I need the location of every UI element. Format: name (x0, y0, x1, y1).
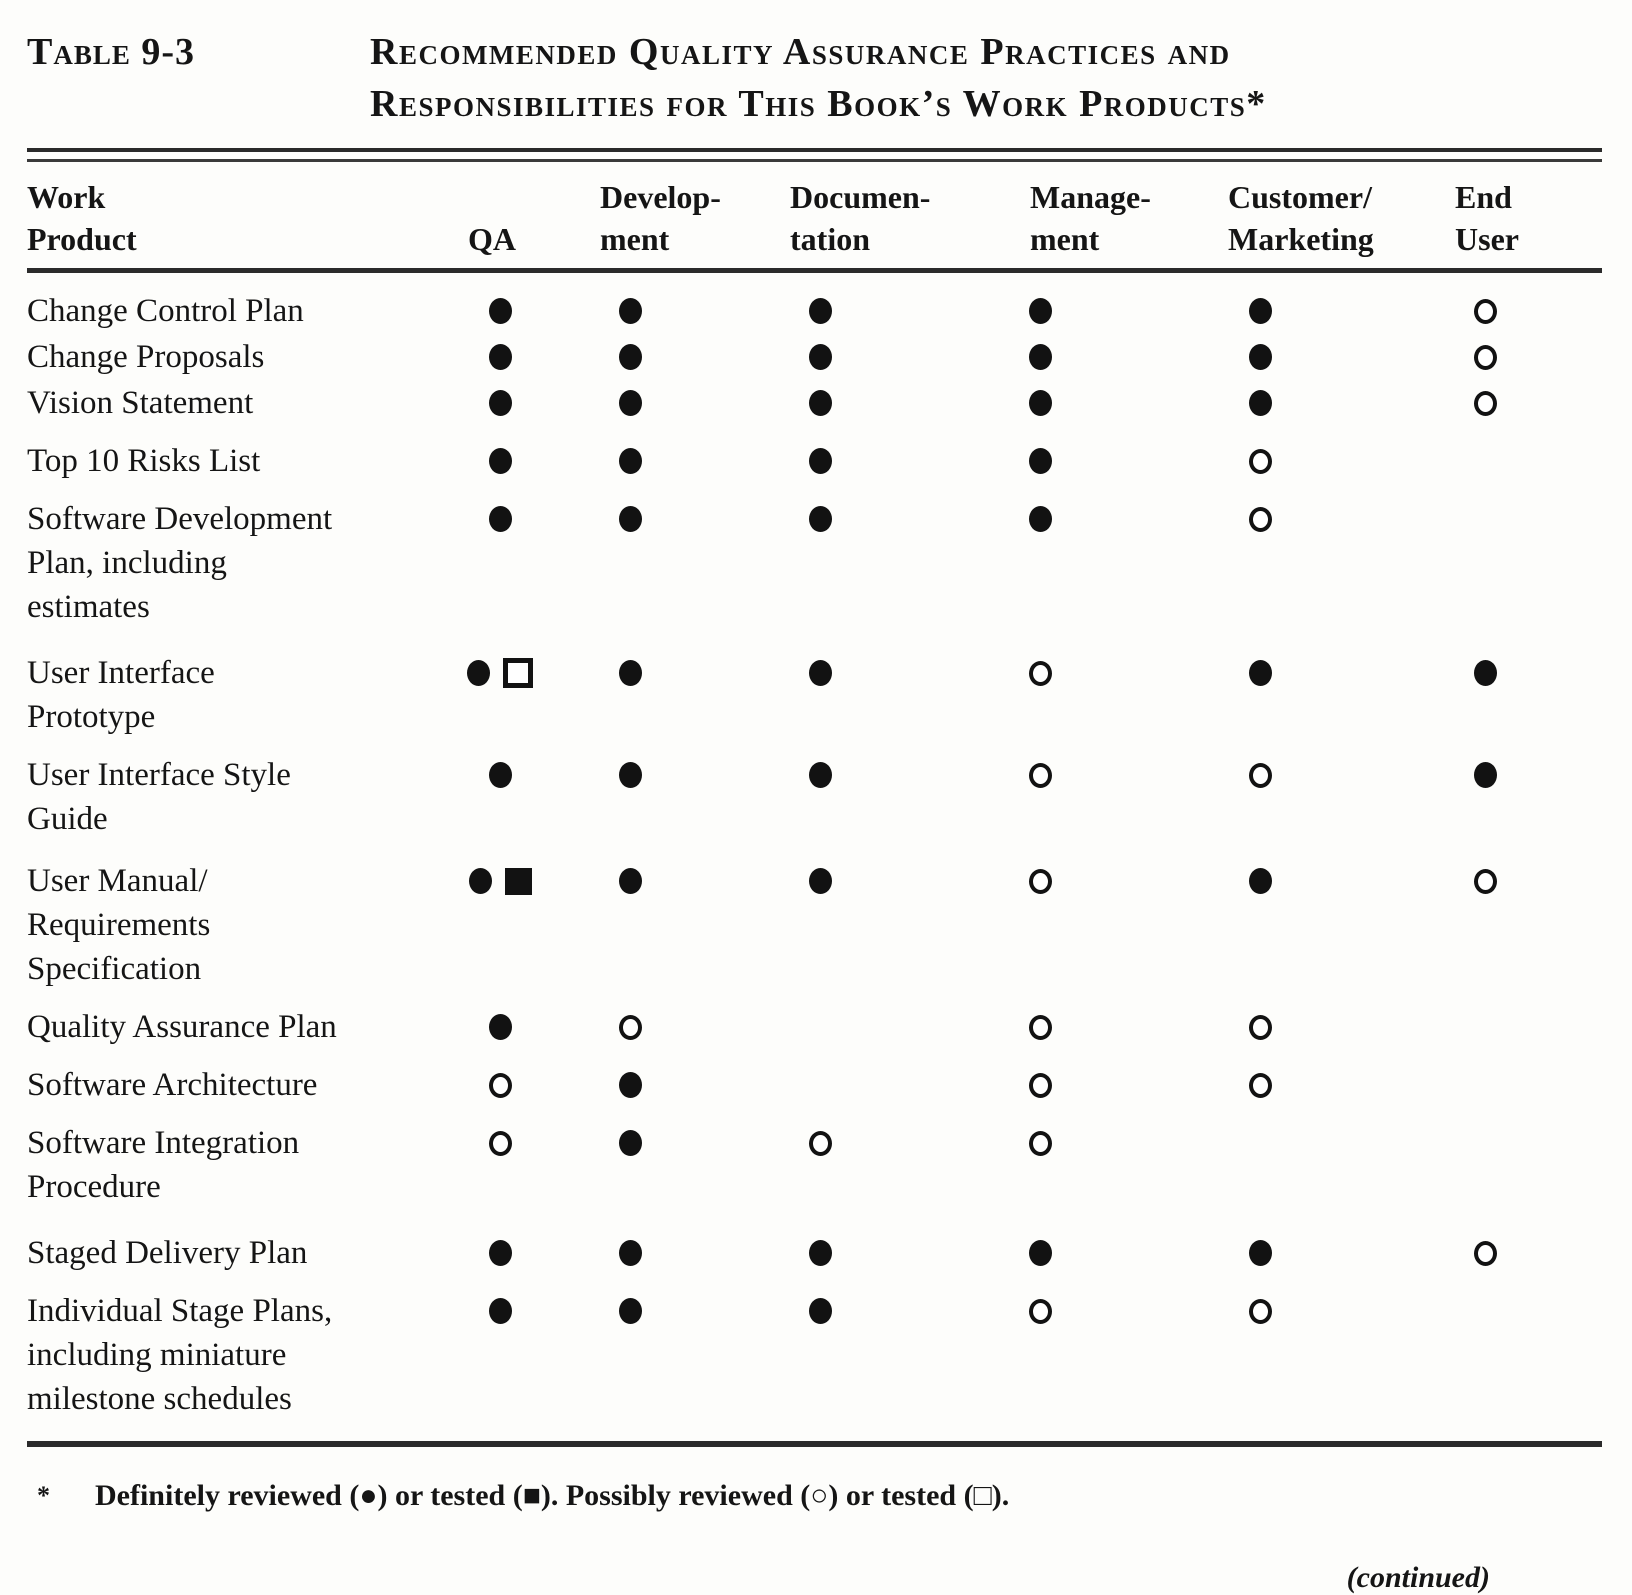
possibly-reviewed-icon (1249, 1073, 1272, 1098)
cell-development (560, 439, 700, 483)
header-line: Customer/ (1228, 179, 1372, 215)
cell-qa (440, 1121, 560, 1165)
work-product-label-line: User Manual/ (27, 863, 208, 899)
cell-development (560, 1231, 700, 1275)
header-line: ment (600, 221, 670, 257)
work-product-label (27, 1231, 440, 1275)
definitely-reviewed-icon (1474, 660, 1497, 686)
work-product-label (27, 335, 440, 379)
cell-management (940, 1063, 1140, 1107)
cell-end-user (1380, 1063, 1590, 1107)
header-line: tation (790, 221, 870, 257)
definitely-reviewed-icon (619, 506, 642, 532)
cell-customer-marketing (1140, 381, 1380, 425)
definitely-reviewed-icon (1029, 1240, 1052, 1266)
definitely-reviewed-icon (619, 390, 642, 416)
header-line: QA (468, 221, 516, 257)
work-product-label (27, 1289, 440, 1421)
work-product-label-line: User Interface Style (27, 757, 291, 793)
table-row (27, 1289, 1602, 1421)
definitely-reviewed-icon (619, 298, 642, 324)
table-row (27, 859, 1602, 991)
cell-end-user (1380, 651, 1590, 695)
possibly-reviewed-icon (1474, 391, 1497, 416)
continued-label: (continued) (1346, 1561, 1490, 1594)
definitely-reviewed-icon (619, 448, 642, 474)
cell-documentation (700, 497, 940, 541)
header-line: Product (27, 221, 137, 257)
cell-qa (440, 381, 560, 425)
definitely-reviewed-icon (619, 1072, 642, 1098)
definitely-reviewed-icon (489, 1014, 512, 1040)
possibly-reviewed-icon (1029, 1073, 1052, 1098)
table-title-line2: Responsibilities for This Book’s Work Products* (370, 83, 1267, 125)
definitely-reviewed-icon (489, 1240, 512, 1266)
definitely-reviewed-icon (809, 298, 832, 324)
header-bottom-rule (27, 268, 1602, 273)
cell-development (560, 859, 700, 903)
definitely-reviewed-icon (809, 868, 832, 894)
table-row (27, 289, 1602, 333)
definitely-reviewed-icon (809, 660, 832, 686)
possibly-reviewed-icon (619, 1015, 642, 1040)
header-line: End (1455, 179, 1512, 215)
definitely-reviewed-icon (809, 1298, 832, 1324)
possibly-reviewed-icon (1029, 1131, 1052, 1156)
definitely-reviewed-icon (489, 390, 512, 416)
table-row (27, 439, 1602, 483)
cell-development (560, 651, 700, 695)
possibly-reviewed-icon (1029, 1015, 1052, 1040)
cell-management (940, 1121, 1140, 1165)
work-product-label-line: estimates (27, 589, 150, 625)
table-row (27, 651, 1602, 739)
possibly-reviewed-icon (1249, 1299, 1272, 1324)
definitely-reviewed-icon (489, 448, 512, 474)
definitely-reviewed-icon (1029, 298, 1052, 324)
table-row (27, 1063, 1602, 1107)
definitely-reviewed-icon (1029, 390, 1052, 416)
cell-end-user (1380, 1289, 1590, 1333)
work-product-label-line: Software Integration (27, 1125, 300, 1161)
work-product-label-line: Prototype (27, 699, 156, 735)
work-product-label-line: Staged Delivery Plan (27, 1235, 308, 1271)
header-line: Marketing (1228, 221, 1374, 257)
cell-qa (440, 1005, 560, 1049)
definitely-reviewed-icon (619, 1298, 642, 1324)
table-bottom-rule (27, 1441, 1602, 1447)
cell-end-user (1380, 1121, 1590, 1165)
definitely-reviewed-icon (467, 660, 490, 686)
table-title (370, 26, 1602, 130)
cell-end-user (1380, 1005, 1590, 1049)
table-row (27, 1005, 1602, 1049)
definitely-reviewed-icon (809, 344, 832, 370)
column-header-end-user (1380, 176, 1590, 260)
table-row (27, 753, 1602, 841)
definitely-reviewed-icon (619, 344, 642, 370)
definitely-reviewed-icon (809, 1240, 832, 1266)
table-row (27, 1231, 1602, 1275)
table-body (27, 289, 1602, 1421)
column-header-management (940, 176, 1151, 260)
cell-documentation (700, 1005, 940, 1049)
cell-development (560, 1289, 700, 1333)
definitely-reviewed-icon (809, 506, 832, 532)
possibly-reviewed-icon (1474, 345, 1497, 370)
cell-development (560, 1063, 700, 1107)
cell-management (940, 289, 1140, 333)
header-line: Documen- (790, 179, 931, 215)
table-row (27, 335, 1602, 379)
cell-customer-marketing (1140, 651, 1380, 695)
cell-development (560, 335, 700, 379)
cell-documentation (700, 1231, 940, 1275)
column-header-development (560, 176, 721, 260)
definitely-reviewed-icon (1249, 1240, 1272, 1266)
definitely-reviewed-icon (489, 344, 512, 370)
work-product-label (27, 651, 440, 739)
possibly-reviewed-icon (1029, 763, 1052, 788)
definitely-reviewed-icon (619, 762, 642, 788)
definitely-reviewed-icon (809, 390, 832, 416)
definitely-reviewed-icon (1029, 448, 1052, 474)
definitely-reviewed-icon (1029, 344, 1052, 370)
work-product-label-line: Software Development (27, 501, 333, 537)
cell-management (940, 1289, 1140, 1333)
definitely-reviewed-icon (619, 1240, 642, 1266)
cell-end-user (1380, 753, 1590, 797)
cell-end-user (1380, 439, 1590, 483)
work-product-label-line: Plan, including (27, 545, 227, 581)
table-title-line1: Recommended Quality Assurance Practices and (370, 31, 1231, 73)
work-product-label-line: Requirements (27, 907, 211, 943)
cell-qa (440, 1289, 560, 1333)
definitely-reviewed-icon (619, 868, 642, 894)
work-product-label-line: Specification (27, 951, 202, 987)
cell-customer-marketing (1140, 1289, 1380, 1333)
cell-development (560, 1005, 700, 1049)
cell-development (560, 289, 700, 333)
cell-documentation (700, 439, 940, 483)
cell-qa (440, 497, 560, 541)
possibly-reviewed-icon (489, 1073, 512, 1098)
definitely-reviewed-icon (1249, 660, 1272, 686)
definitely-reviewed-icon (1249, 298, 1272, 324)
cell-qa (440, 289, 560, 333)
cell-customer-marketing (1140, 859, 1380, 903)
header-line: Work (27, 179, 106, 215)
cell-documentation (700, 289, 940, 333)
cell-management (940, 1231, 1140, 1275)
footnote-text: Definitely reviewed (●) or tested (■). Possibly reviewed (○) or tested (□). (95, 1479, 1010, 1512)
header-line: ment (1030, 221, 1100, 257)
definitely-reviewed-icon (469, 868, 492, 894)
possibly-reviewed-icon (1474, 299, 1497, 324)
cell-customer-marketing (1140, 335, 1380, 379)
possibly-tested-icon (503, 658, 533, 688)
work-product-label (27, 859, 440, 991)
possibly-reviewed-icon (1029, 661, 1052, 686)
work-product-label (27, 439, 440, 483)
cell-documentation (700, 335, 940, 379)
cell-documentation (700, 651, 940, 695)
cell-customer-marketing (1140, 1121, 1380, 1165)
cell-customer-marketing (1140, 1231, 1380, 1275)
cell-management (940, 753, 1140, 797)
cell-qa (440, 651, 560, 695)
definitely-reviewed-icon (1249, 390, 1272, 416)
cell-documentation (700, 859, 940, 903)
possibly-reviewed-icon (1249, 763, 1272, 788)
cell-management (940, 381, 1140, 425)
cell-customer-marketing (1140, 753, 1380, 797)
table-header-row (27, 176, 1602, 260)
work-product-label (27, 381, 440, 425)
work-product-label-line: Procedure (27, 1169, 161, 1205)
work-product-label (27, 1121, 440, 1209)
cell-customer-marketing (1140, 289, 1380, 333)
possibly-reviewed-icon (1249, 507, 1272, 532)
definitely-reviewed-icon (489, 762, 512, 788)
cell-documentation (700, 1289, 940, 1333)
table-footnote (27, 1477, 1602, 1515)
work-product-label (27, 289, 440, 333)
cell-development (560, 753, 700, 797)
footnote-asterisk: * (37, 1481, 50, 1510)
cell-qa (440, 335, 560, 379)
possibly-reviewed-icon (1029, 1299, 1052, 1324)
work-product-label-line: including miniature (27, 1337, 287, 1373)
header-line: Manage- (1030, 179, 1151, 215)
cell-end-user (1380, 859, 1590, 903)
column-header-customer-marketing (1140, 176, 1380, 260)
cell-management (940, 651, 1140, 695)
cell-development (560, 1121, 700, 1165)
cell-management (940, 335, 1140, 379)
definitely-reviewed-icon (809, 762, 832, 788)
work-product-label (27, 1005, 440, 1049)
definitely-reviewed-icon (489, 1298, 512, 1324)
cell-documentation (700, 381, 940, 425)
cell-customer-marketing (1140, 439, 1380, 483)
table-title-row (27, 26, 1602, 130)
possibly-reviewed-icon (1249, 449, 1272, 474)
cell-management (940, 497, 1140, 541)
work-product-label-line: Top 10 Risks List (27, 443, 261, 479)
cell-end-user (1380, 497, 1590, 541)
cell-qa (440, 439, 560, 483)
cell-customer-marketing (1140, 497, 1380, 541)
cell-management (940, 859, 1140, 903)
cell-end-user (1380, 1231, 1590, 1275)
cell-customer-marketing (1140, 1063, 1380, 1107)
cell-qa (440, 753, 560, 797)
cell-qa (440, 1063, 560, 1107)
definitely-reviewed-icon (1249, 868, 1272, 894)
cell-end-user (1380, 289, 1590, 333)
definitely-reviewed-icon (489, 506, 512, 532)
work-product-label (27, 753, 440, 841)
cell-development (560, 497, 700, 541)
cell-customer-marketing (1140, 1005, 1380, 1049)
header-line: Develop- (600, 179, 721, 215)
work-product-label (27, 1063, 440, 1107)
work-product-label-line: Change Control Plan (27, 293, 304, 329)
table-row (27, 381, 1602, 425)
work-product-label-line: Change Proposals (27, 339, 265, 375)
cell-qa (440, 859, 560, 903)
work-product-label (27, 497, 440, 629)
work-product-label-line: milestone schedules (27, 1381, 292, 1417)
header-line (468, 176, 560, 218)
work-product-label-line: User Interface (27, 655, 215, 691)
work-product-label-line: Vision Statement (27, 385, 254, 421)
table-row (27, 497, 1602, 629)
cell-end-user (1380, 335, 1590, 379)
table-row (27, 1121, 1602, 1209)
possibly-reviewed-icon (489, 1131, 512, 1156)
definitely-reviewed-icon (809, 448, 832, 474)
definitely-reviewed-icon (1474, 762, 1497, 788)
table-top-rule (27, 148, 1602, 162)
definitely-reviewed-icon (1029, 506, 1052, 532)
column-header-qa (440, 176, 560, 260)
cell-management (940, 1005, 1140, 1049)
cell-management (940, 439, 1140, 483)
possibly-reviewed-icon (1474, 1241, 1497, 1266)
cell-development (560, 381, 700, 425)
header-line: User (1455, 221, 1519, 257)
work-product-label-line: Guide (27, 801, 108, 837)
possibly-reviewed-icon (1249, 1015, 1272, 1040)
table-number-label: Table 9-3 (27, 31, 196, 73)
column-header-work-product (27, 176, 440, 260)
possibly-reviewed-icon (1029, 869, 1052, 894)
cell-documentation (700, 1121, 940, 1165)
work-product-label-line: Software Architecture (27, 1067, 318, 1103)
work-product-label-line: Quality Assurance Plan (27, 1009, 337, 1045)
cell-documentation (700, 753, 940, 797)
possibly-reviewed-icon (809, 1131, 832, 1156)
definitely-reviewed-icon (1249, 344, 1272, 370)
work-product-label-line: Individual Stage Plans, (27, 1293, 333, 1329)
definitely-reviewed-icon (619, 660, 642, 686)
column-header-documentation (700, 176, 940, 260)
definitely-tested-icon (505, 868, 532, 895)
possibly-reviewed-icon (1474, 869, 1497, 894)
definitely-reviewed-icon (489, 298, 512, 324)
cell-documentation (700, 1063, 940, 1107)
cell-qa (440, 1231, 560, 1275)
cell-end-user (1380, 381, 1590, 425)
definitely-reviewed-icon (619, 1130, 642, 1156)
